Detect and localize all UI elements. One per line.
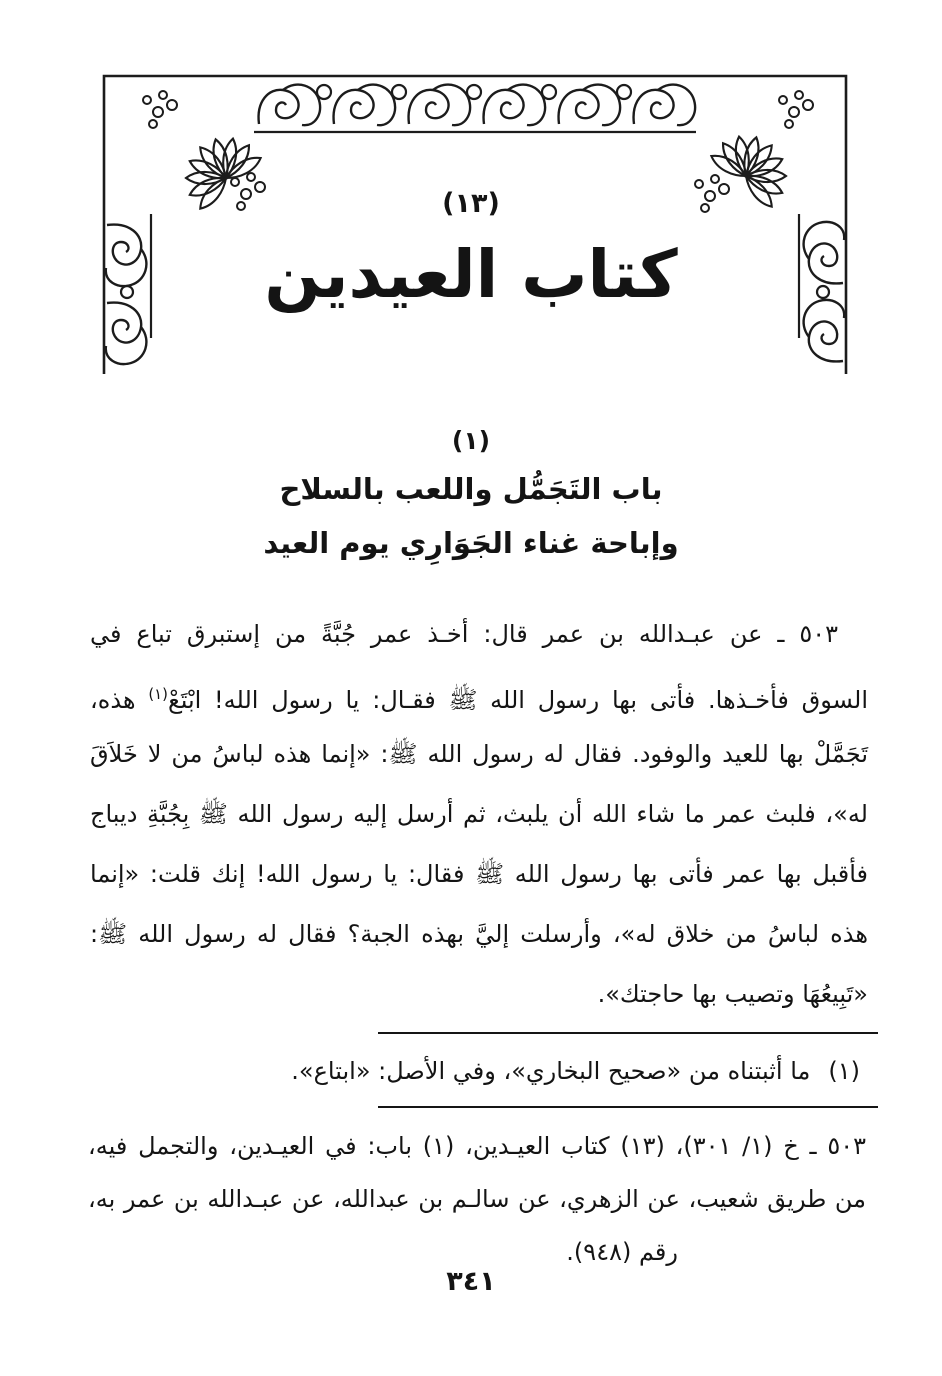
- takhrij-line: رقم (٩٤٨).: [566, 1238, 678, 1266]
- hadith-line: «تَبِيعُهَا وتصيب بها حاجتك».: [597, 980, 868, 1008]
- section-number: (١): [451, 426, 491, 455]
- bab-heading-line2: وإباحة غناء الجَوَارِي يوم العيد: [263, 526, 679, 560]
- ornamental-frame: [102, 74, 848, 382]
- footnote-marker: (١): [828, 1057, 860, 1085]
- hadith-line-text: هذه،: [90, 686, 149, 714]
- takhrij-line: ٥٠٣ ـ خ (١/ ٣٠١)، (١٣) كتاب العيـدين، (١) باب: في العيـدين، والتجمل فيه،: [88, 1132, 867, 1160]
- chapter-title-calligraphy: كتاب العيدين: [264, 236, 678, 313]
- hadith-paragraph: [90, 604, 868, 1024]
- hadith-line: له»، فلبث عمر ما شاء الله أن يلبث، ثم أرسل إليه رسول الله ﷺ بِجُبَّةِ ديباج: [90, 800, 868, 828]
- hadith-line: فأقبل بها عمر فأتى بها رسول الله ﷺ فقال: يا رسول الله! إنك قلت: «إنما: [90, 860, 868, 888]
- footnote-text: ما أثبتناه من «صحيح البخاري»، وفي الأصل: «ابتاع».: [291, 1057, 811, 1085]
- hadith-line: ٥٠٣ ـ عن عبـدالله بن عمر قال: أخـذ عمر جُبَّةً من إستبرق تباع في: [90, 620, 838, 648]
- hadith-line: [90, 664, 868, 724]
- footnote-separator-rule-bottom: [378, 1106, 878, 1108]
- takhrij-line: من طريق شعيب، عن الزهري، عن سالـم بن عبدالله، عن عبـدالله بن عمر به،: [88, 1185, 866, 1213]
- footnote-reference-superscript: (١): [148, 685, 168, 703]
- page-number: ٣٤١: [446, 1266, 496, 1297]
- footnote: [160, 1048, 860, 1094]
- takhrij-paragraph: [88, 1120, 866, 1279]
- chapter-number: (١٣): [442, 188, 500, 219]
- hadith-line: هذه لباسُ من خلاق له»، وأرسلت إليَّ بهذه الجبة؟ فقال له رسول الله ﷺ:: [90, 920, 868, 948]
- hadith-line: تَجَمَّلْ بها للعيد والوفود. فقال له رسول الله ﷺ: «إنما هذه لباسُ من لا خَلاَقَ: [90, 740, 868, 768]
- bab-heading-line1: باب التَجَمُّل واللعب بالسلاح: [279, 472, 663, 506]
- hadith-line-text: السوق فأخـذها. فأتى بها رسول الله ﷺ فقـال: يا رسول الله! ابْتَعْ: [167, 686, 869, 714]
- footnote-separator-rule-top: [378, 1032, 878, 1034]
